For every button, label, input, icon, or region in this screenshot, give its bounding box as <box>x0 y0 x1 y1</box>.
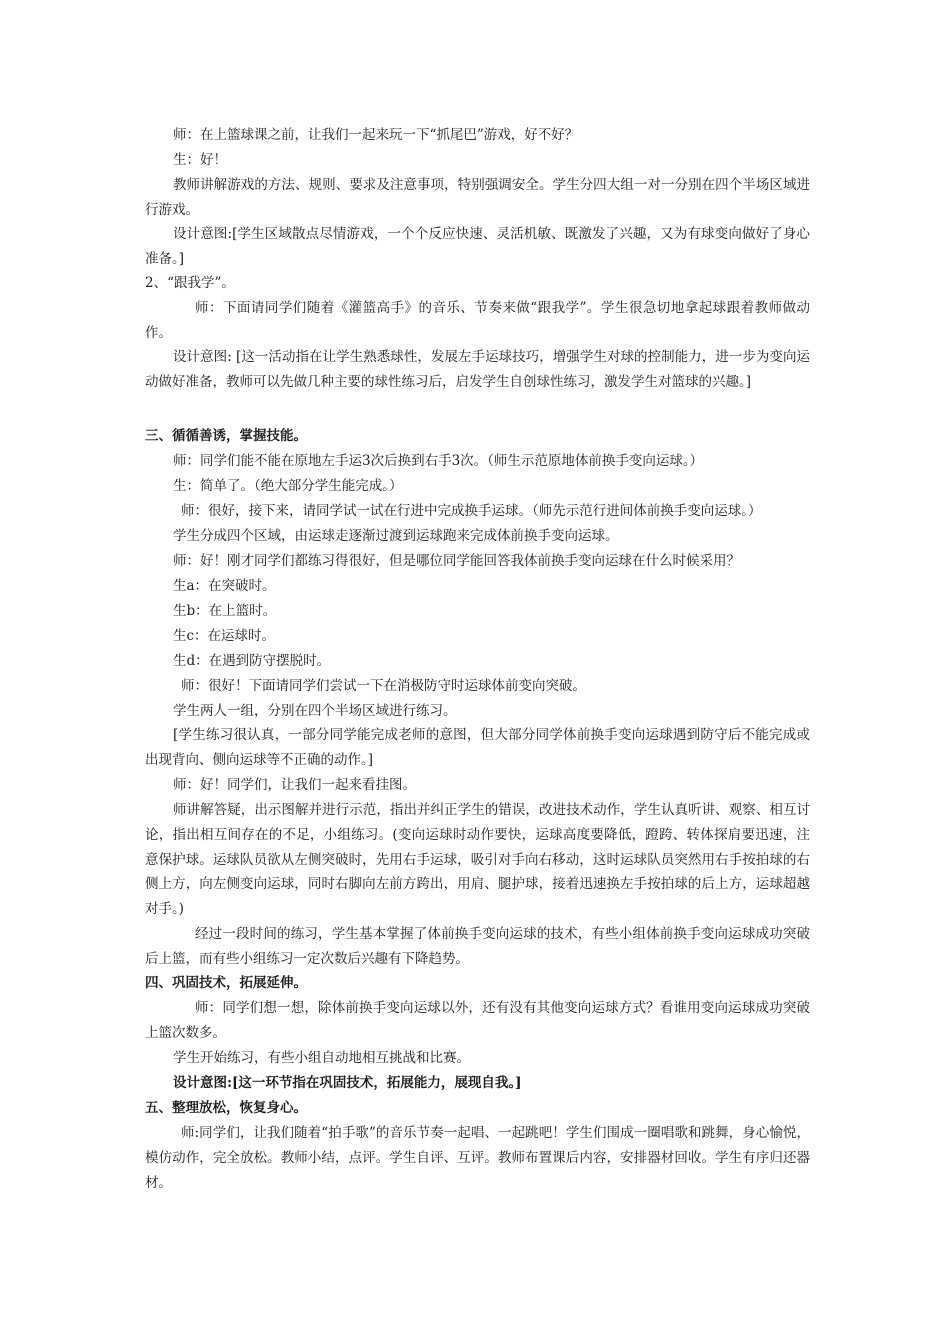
design-intent-bold: 设计意图:[这一环节指在巩固技术，拓展能力，展现自我。] <box>173 1075 522 1091</box>
paragraph-3: 教师讲解游戏的方法、规则、要求及注意事项，特别强调安全。学生分四大组一对一分别在四个半场区域进行游戏。 <box>145 177 810 218</box>
paragraph-22: 经过一段时间的练习，学生基本掌握了体前换手变向运球的技术，有些小组体前换手变向运球成功突破后上篮，而有些小组练习一定次数后兴趣有下降趋势。 <box>145 926 810 967</box>
paragraph-11: 学生分成四个区域，由运球走逐渐过渡到运球跑来完成体前换手变向运球。 <box>173 528 619 544</box>
section-heading-5: 五、整理放松，恢复身心。 <box>145 1100 307 1116</box>
paragraph-7: 设计意图: [这一活动指在让学生熟悉球性，发展左手运球技巧，增强学生对球的控制能力，进一步为变向运动做好准备，教师可以先做几种主要的球性练习后，启发学生自创球性练习，激发学生对篮球的兴趣。] <box>145 349 810 390</box>
paragraph-4: 设计意图:[学生区域散点尽情游戏，一个个反应快速、灵活机敏、既激发了兴趣，又为有球变向做好了身心准备。] <box>145 226 810 267</box>
section-heading-4: 四、巩固技术，拓展延伸。 <box>145 975 307 991</box>
paragraph-1: 师：在上篮球课之前，让我们一起来玩一下“抓尾巴”游戏，好不好？ <box>173 127 579 143</box>
paragraph-18: 学生两人一组，分别在四个半场区域进行练习。 <box>173 703 457 719</box>
paragraph-12: 师：好！刚才同学们都练习得很好，但是哪位同学能回答我体前换手变向运球在什么时候采用？ <box>173 553 740 569</box>
paragraph-20: 师：好！同学们，让我们一起来看挂图。 <box>173 777 416 793</box>
paragraph-19: [学生练习很认真，一部分同学能完成老师的意图，但大部分同学体前换手变向运球遇到防守后不能完成或出现背向、侧向运球等不正确的动作。] <box>145 727 810 768</box>
paragraph-25: 师:同学们，让我们随着“拍手歌”的音乐节奏一起唱、一起跳吧！学生们围成一圈唱歌和跳舞，身心愉悦，模仿动作，完全放松。教师小结，点评。学生自评、互评。教师布置课后内容，安排器材回收。学生有序归还器材。 <box>145 1125 810 1191</box>
section-heading-3: 三、循循善诱，掌握技能。 <box>145 428 307 444</box>
paragraph-16: 生d：在遇到防守摆脱时。 <box>173 653 331 669</box>
paragraph-17: 师：很好！下面请同学们尝试一下在消极防守时运球体前变向突破。 <box>181 678 586 694</box>
paragraph-8: 师：同学们能不能在原地左手运3次后换到右手3次。（师生示范原地体前换手变向运球。） <box>173 453 704 469</box>
paragraph-24: 学生开始练习，有些小组自动地相互挑战和比赛。 <box>173 1050 470 1066</box>
paragraph-13: 生a：在突破时。 <box>173 578 276 594</box>
paragraph-9: 生：简单了。（绝大部分学生能完成。） <box>173 478 403 494</box>
paragraph-14: 生b：在上篮时。 <box>173 603 277 619</box>
paragraph-6: 师：下面请同学们随着《灌篮高手》的音乐、节奏来做“跟我学”。学生很急切地拿起球跟着教师做动作。 <box>145 300 810 341</box>
paragraph-10: 师：很好，接下来，请同学试一试在行进中完成换手运球。（师先示范行进间体前换手变向运球。） <box>181 503 762 519</box>
paragraph-23: 师：同学们想一想，除体前换手变向运球以外，还有没有其他变向运球方式？看谁用变向运球成功突破上篮次数多。 <box>145 1000 810 1041</box>
paragraph-5: 2、“跟我学”。 <box>145 275 235 291</box>
paragraph-2: 生：好！ <box>173 152 227 168</box>
paragraph-15: 生c：在运球时。 <box>173 628 276 644</box>
paragraph-21: 师讲解答疑，出示图解并进行示范，指出并纠正学生的错误，改进技术动作，学生认真听讲、观察、相互讨论，指出相互间存在的不足，小组练习。(变向运球时动作要快，运球高度要降低，蹬跨、转体探肩要迅速，注意保护球。运球队员欲从左侧突破时，先用右手运球，吸引对手向右移动，这时运球队员突然用右手按拍球的右侧上方，向左侧变向运球，同时右脚向左前方跨出，用肩、腿护球，接着迅速换左手按拍球的后上方，运球超越对手。) <box>145 802 810 918</box>
